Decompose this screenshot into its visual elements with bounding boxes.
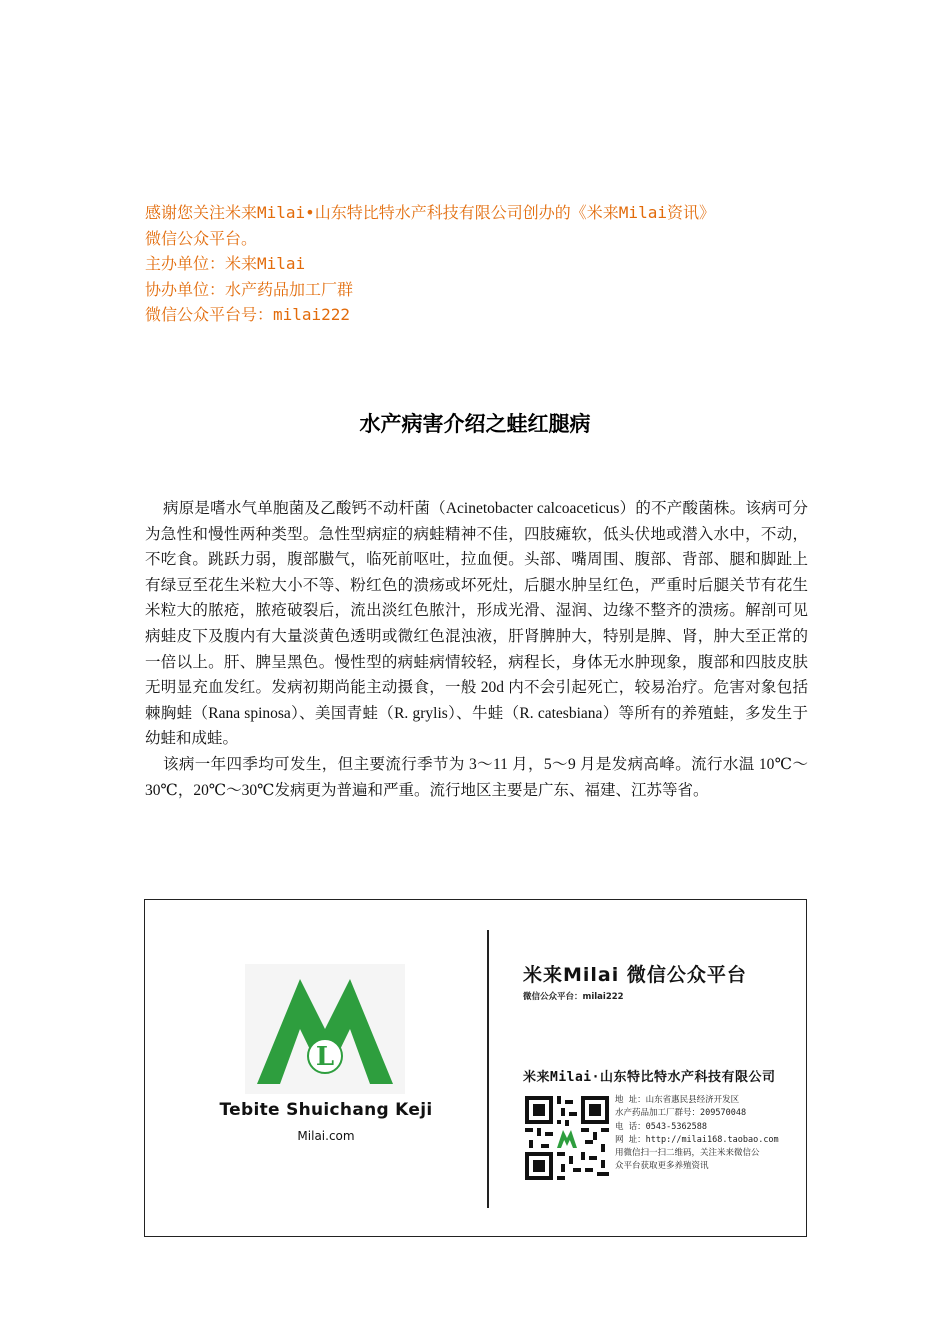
card-subtitle: 微信公众平台：milai222 [523, 992, 624, 1002]
contact-scan-note-2: 众平台获取更多养殖资讯 [615, 1161, 709, 1172]
milai-logo-icon [245, 964, 405, 1094]
intro-line-platform: 微信公众平台。 [145, 228, 258, 248]
intro-line-co-host: 协办单位：水产药品加工厂群 [145, 279, 354, 299]
contact-scan-note-1: 用微信扫一扫二维码，关注米来微信公 [615, 1148, 760, 1159]
brand-english-name: Tebite Shuichang Keji [219, 1100, 433, 1120]
company-name: 米来Milai·山东特比特水产科技有限公司 [523, 1070, 776, 1085]
brand-website: Milai.com [297, 1129, 355, 1143]
card-title: 米来Milai 微信公众平台 [523, 964, 747, 986]
qr-code-icon [525, 1096, 609, 1180]
contact-group: 水产药品加工厂群号：209570048 [615, 1108, 747, 1119]
intro-line-thanks: 感谢您关注米来Milai•山东特比特水产科技有限公司创办的《米来Milai资讯》 [145, 203, 715, 222]
contact-address: 地 址：山东省惠民县经济开发区 [615, 1095, 740, 1105]
article-paragraph-2: 该病一年四季均可发生，但主要流行季节为 3～11 月，5～9 月是发病高峰。流行水温 10℃～30℃，20℃～30℃发病更为普遍和严重。流行地区主要是广东、福建、江苏等省。 [145, 755, 808, 799]
card-divider [487, 930, 489, 1208]
article-paragraph-1: 病原是嗜水气单胞菌及乙酸钙不动杆菌（Acinetobacter calcoaceticus）的不产酸菌株。该病可分为急性和慢性两种类型。急性型病症的病蛙精神不佳，四肢瘫软，低头伏地或潜入水中，不动，不吃食。跳跃力弱，腹部臌气，临死前呕吐，拉血便。头部、嘴周围、腹部、背部、腿和脚趾上有绿豆至花生米粒大小不等、粉红色的溃疡或坏死灶，后腿水肿呈红色，严重时后腿关节有花生米粒大的脓疮，脓疮破裂后，流出淡红色脓汁，形成光滑、湿润、边缘不整齐的溃疡。解剖可见病蛙皮下及腹内有大量淡黄色透明或微红色混浊液，肝肾脾肿大，特别是脾、肾，肿大至正常的一倍以上。肝、脾呈黑色。慢性型的病蛙病情较轻，病程长，身体无水肿现象，腹部和四肢皮肤无明显充血发红。发病初期尚能主动摄食，一般 20d 内不会引起死亡，较易治疗。危害对象包括棘胸蛙（Rana spinosa）、美国青蛙（R. grylis）、牛蛙（R. catesbiana）等所有的养殖蛙，多发生于幼蛙和成蛙。 [145, 500, 808, 748]
logo-letter: L [315, 1042, 335, 1072]
intro-line-host: 主办单位：米来Milai [145, 254, 306, 273]
business-card [144, 899, 807, 1237]
intro-line-account: 微信公众平台号：milai222 [145, 305, 351, 324]
article-body [145, 496, 808, 803]
contact-phone: 电 话：0543-5362588 [615, 1121, 708, 1132]
article-title: 水产病害介绍之蛙红腿病 [359, 411, 591, 436]
contact-website: 网 址：http://milai168.taobao.com [615, 1134, 779, 1145]
intro-block [145, 200, 825, 328]
contact-info [615, 1094, 779, 1174]
